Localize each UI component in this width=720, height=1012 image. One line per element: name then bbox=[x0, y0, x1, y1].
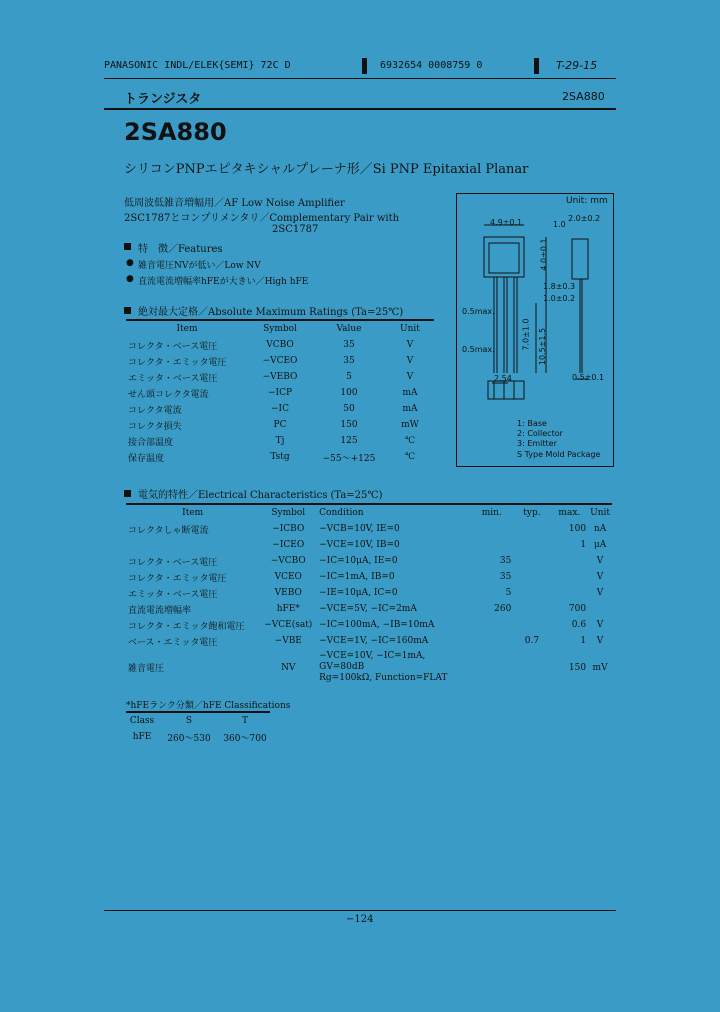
table-row bbox=[126, 617, 612, 633]
value-cell: 35 bbox=[343, 340, 355, 350]
header-cell: Item bbox=[176, 324, 198, 334]
symbol-cell: −ICEO bbox=[272, 540, 305, 550]
item-cell: 雑音電圧 bbox=[128, 664, 165, 674]
max-cell bbox=[551, 553, 589, 569]
dim-label: 7.0±1.0 bbox=[521, 318, 531, 351]
header-cell: T bbox=[241, 716, 248, 726]
item-cell: コレクタ・エミッタ電圧 bbox=[128, 357, 227, 368]
class-t-value: 360〜700 bbox=[223, 733, 267, 744]
dim-label: 10.5±1.5 bbox=[538, 327, 548, 366]
value-cell: 50 bbox=[343, 404, 355, 414]
condition-cell: −VCE=5V, −IC=2mA bbox=[319, 604, 417, 614]
features-bullet bbox=[124, 243, 131, 250]
table-row bbox=[126, 521, 612, 537]
feature-dot-2: ● bbox=[126, 274, 134, 284]
category-label: トランジスタ bbox=[124, 92, 202, 107]
symbol-cell: −VBE bbox=[274, 636, 302, 646]
item-cell: エミッタ・ベース電圧 bbox=[128, 589, 218, 600]
complementary-line1: 2SC1787とコンプリメンタリ／Complementary Pair with bbox=[124, 213, 400, 224]
dim-label: 4.9±0.1 bbox=[490, 218, 523, 227]
symbol-cell: −VCEO bbox=[262, 356, 298, 366]
symbol-cell: −ICBO bbox=[272, 524, 305, 534]
unit-cell: ℃ bbox=[404, 436, 416, 446]
unit-cell: V bbox=[596, 572, 604, 582]
hfe-table bbox=[126, 713, 270, 745]
part-subtitle: シリコンPNPエピタキシャルプレーナ形／Si PNP Epitaxial Planar bbox=[124, 162, 529, 177]
item-cell: コレクタ・エミッタ飽和電圧 bbox=[128, 621, 245, 632]
elec-heading: 電気的特性／Electrical Characteristics (Ta=25℃) bbox=[138, 490, 383, 501]
typ-cell bbox=[513, 617, 550, 633]
min-cell: 260 bbox=[494, 604, 512, 614]
table-header-row bbox=[126, 505, 612, 521]
item-cell: 直流電流増幅率 bbox=[128, 605, 192, 616]
dim-label: 2.0±0.2 bbox=[568, 214, 601, 223]
max-cell: 150 bbox=[568, 662, 587, 673]
diagram-unit: Unit: mm bbox=[566, 196, 608, 206]
condition-cell: −VCE=1V, −IC=160mA bbox=[319, 636, 429, 646]
typ-cell bbox=[513, 649, 550, 686]
header-rule-2 bbox=[104, 108, 616, 110]
header-cell: max. bbox=[558, 508, 581, 518]
stamp-bar-2 bbox=[534, 58, 539, 74]
table-row bbox=[126, 553, 612, 569]
table-row bbox=[126, 337, 434, 353]
typ-cell bbox=[513, 585, 550, 601]
unit-cell: V bbox=[596, 636, 604, 646]
symbol-cell: −VEBO bbox=[262, 372, 298, 382]
unit-cell: V bbox=[406, 356, 414, 366]
condition-cell: −VCB=10V, IE=0 bbox=[319, 524, 400, 534]
max-cell: 1 bbox=[580, 540, 587, 550]
min-cell bbox=[470, 537, 513, 553]
unit-cell: mV bbox=[592, 662, 608, 673]
header-cell: Symbol bbox=[271, 508, 306, 518]
header-cell: typ. bbox=[523, 508, 541, 518]
item-cell bbox=[126, 537, 259, 553]
min-cell: 5 bbox=[505, 588, 512, 598]
table-row bbox=[126, 433, 434, 449]
value-cell: 150 bbox=[340, 420, 358, 430]
dim-label: 4.0±0.1 bbox=[539, 238, 549, 271]
table-row bbox=[126, 569, 612, 585]
typ-cell bbox=[513, 553, 550, 569]
max-cell bbox=[551, 569, 589, 585]
symbol-cell: VEBO bbox=[274, 588, 302, 598]
unit-cell: V bbox=[596, 588, 604, 598]
table-row bbox=[126, 585, 612, 601]
legend-item: 2: Collector bbox=[517, 429, 563, 438]
unit-cell: V bbox=[406, 372, 414, 382]
table-row bbox=[126, 633, 612, 649]
header-cell: min. bbox=[481, 508, 502, 518]
dim-label: 0.5±0.1 bbox=[572, 373, 605, 382]
nv-condition-2: GV=80dB bbox=[319, 662, 365, 672]
item-cell: コレクタ・エミッタ電圧 bbox=[128, 573, 227, 584]
symbol-cell: VCBO bbox=[266, 340, 294, 350]
stamp-bar bbox=[362, 58, 367, 74]
dim-label: 1.0±0.2 bbox=[543, 294, 576, 303]
max-cell: 0.6 bbox=[571, 620, 587, 630]
unit-cell bbox=[588, 601, 612, 617]
absmax-table bbox=[126, 321, 434, 465]
unit-cell: μA bbox=[593, 540, 607, 550]
table-row bbox=[126, 353, 434, 369]
item-cell: せん頭コレクタ電流 bbox=[128, 389, 209, 400]
table-header-row bbox=[126, 713, 270, 729]
package-inner bbox=[489, 243, 519, 273]
table-row bbox=[126, 601, 612, 617]
condition-cell: −IE=10μA, IC=0 bbox=[319, 588, 398, 598]
item-cell: コレクタ損失 bbox=[128, 421, 182, 432]
value-cell: 5 bbox=[346, 372, 352, 382]
typ-cell bbox=[513, 537, 550, 553]
features-heading: 特 徴／Features bbox=[138, 244, 223, 255]
min-cell: 35 bbox=[499, 572, 512, 582]
min-cell bbox=[470, 633, 513, 649]
value-cell: 35 bbox=[343, 356, 355, 366]
header-stamp: PANASONIC INDL/ELEK{SEMI} 72C D bbox=[104, 60, 291, 71]
absmax-bullet bbox=[124, 307, 131, 314]
hfe-heading: *hFEランク分類／hFE Classifications bbox=[126, 701, 291, 711]
symbol-cell: hFE* bbox=[276, 604, 300, 614]
symbol-cell: −IC bbox=[271, 404, 289, 414]
condition-cell bbox=[317, 649, 470, 686]
feature-1: 雑音電圧NVが低い／Low NV bbox=[138, 261, 261, 271]
nv-condition-3: Rg=100kΩ, Function=FLAT bbox=[319, 673, 448, 683]
symbol-cell: −VCBO bbox=[270, 556, 306, 566]
legend-item: 1: Base bbox=[517, 419, 547, 428]
feature-dot-1: ● bbox=[126, 258, 134, 268]
item-cell: コレクタ電流 bbox=[128, 405, 182, 416]
header-cell: Symbol bbox=[263, 324, 297, 334]
dim-label: 0.5max. bbox=[462, 345, 495, 354]
legend-item: 3: Emitter bbox=[517, 439, 557, 448]
header-cell: S bbox=[185, 716, 193, 726]
footer-rule bbox=[104, 910, 616, 911]
nv-condition-1: −VCE=10V, −IC=1mA, bbox=[319, 651, 426, 661]
unit-cell: ℃ bbox=[404, 452, 416, 462]
elec-table bbox=[126, 505, 612, 686]
dim-label: 2.54 bbox=[494, 374, 512, 383]
symbol-cell: NV bbox=[281, 662, 296, 673]
condition-cell: −IC=1mA, IB=0 bbox=[319, 572, 395, 582]
unit-cell: V bbox=[596, 556, 604, 566]
symbol-cell: PC bbox=[273, 420, 287, 430]
typ-cell bbox=[513, 601, 550, 617]
header-rule bbox=[104, 78, 616, 79]
min-cell: 35 bbox=[499, 556, 512, 566]
min-cell bbox=[470, 617, 513, 633]
unit-cell: nA bbox=[593, 524, 607, 534]
symbol-cell: VCEO bbox=[274, 572, 302, 582]
value-cell: 100 bbox=[340, 388, 358, 398]
item-cell: エミッタ・ベース電圧 bbox=[128, 373, 218, 384]
side-body bbox=[572, 239, 588, 279]
item-cell: 保存温度 bbox=[128, 453, 165, 464]
max-cell: 700 bbox=[568, 604, 587, 614]
header-cell: Class bbox=[129, 716, 155, 726]
table-row bbox=[126, 417, 434, 433]
item-cell: コレクタ・ベース電圧 bbox=[128, 341, 218, 352]
header-cell: Condition bbox=[319, 508, 364, 518]
value-cell: 125 bbox=[340, 436, 358, 446]
condition-cell: −IC=10μA, IE=0 bbox=[319, 556, 398, 566]
absmax-heading: 絶対最大定格／Absolute Maximum Ratings (Ta=25℃) bbox=[138, 307, 404, 318]
dim-label: 1.8±0.3 bbox=[543, 282, 576, 291]
min-cell bbox=[470, 649, 513, 686]
table-row bbox=[126, 649, 612, 686]
elec-bullet bbox=[124, 490, 131, 497]
table-row bbox=[126, 385, 434, 401]
handwritten-code: T-29-15 bbox=[556, 59, 598, 72]
typ-cell: 0.7 bbox=[524, 636, 540, 646]
max-cell bbox=[551, 585, 589, 601]
table-row bbox=[126, 449, 434, 465]
application: 低周波低雑音増幅用／AF Low Noise Amplifier bbox=[124, 198, 345, 209]
typ-cell bbox=[513, 569, 550, 585]
unit-cell: mA bbox=[402, 388, 418, 398]
header-cell: Unit bbox=[590, 508, 610, 518]
table-row bbox=[126, 537, 612, 553]
table-row bbox=[126, 729, 270, 745]
value-cell: −55〜+125 bbox=[322, 453, 376, 464]
symbol-cell: Tj bbox=[275, 436, 285, 446]
item-cell: ベース・エミッタ電圧 bbox=[128, 637, 218, 648]
max-cell: 1 bbox=[580, 636, 587, 646]
table-header-row bbox=[126, 321, 434, 337]
unit-cell: mW bbox=[401, 420, 419, 430]
symbol-cell: −VCE(sat) bbox=[264, 620, 313, 630]
complementary-line2: 2SC1787 bbox=[272, 224, 319, 235]
symbol-cell: Tstg bbox=[270, 452, 290, 462]
row-label: hFE bbox=[132, 732, 152, 742]
class-s-value: 260〜530 bbox=[167, 733, 211, 744]
dim-label: 1.0 bbox=[553, 220, 566, 229]
page-number: −124 bbox=[346, 914, 374, 925]
item-cell: 接合部温度 bbox=[128, 437, 174, 448]
item-cell: コレクタしゃ断電流 bbox=[128, 525, 209, 536]
condition-cell: −VCE=10V, IB=0 bbox=[319, 540, 400, 550]
feature-2: 直流電流増幅率hFEが大きい／High hFE bbox=[138, 277, 309, 287]
unit-cell: V bbox=[596, 620, 604, 630]
typ-cell bbox=[513, 521, 550, 537]
table-row bbox=[126, 369, 434, 385]
table-row bbox=[126, 401, 434, 417]
dim-label: 0.5max. bbox=[462, 307, 495, 316]
item-cell: コレクタ・ベース電圧 bbox=[128, 557, 218, 568]
header-cell: Value bbox=[336, 324, 362, 334]
lead-end-box bbox=[488, 381, 524, 399]
max-cell: 100 bbox=[568, 524, 587, 534]
min-cell bbox=[470, 521, 513, 537]
header-part: 2SA880 bbox=[562, 90, 605, 103]
symbol-cell: −ICP bbox=[267, 388, 293, 398]
header-code: 6932654 0008759 0 bbox=[380, 60, 483, 71]
unit-cell: mA bbox=[402, 404, 418, 414]
header-cell: Unit bbox=[400, 324, 420, 334]
part-title: 2SA880 bbox=[124, 118, 227, 146]
unit-cell: V bbox=[406, 340, 414, 350]
legend-item: S Type Mold Package bbox=[517, 450, 601, 459]
header-cell: Item bbox=[182, 508, 204, 518]
condition-cell: −IC=100mA, −IB=10mA bbox=[319, 620, 435, 630]
